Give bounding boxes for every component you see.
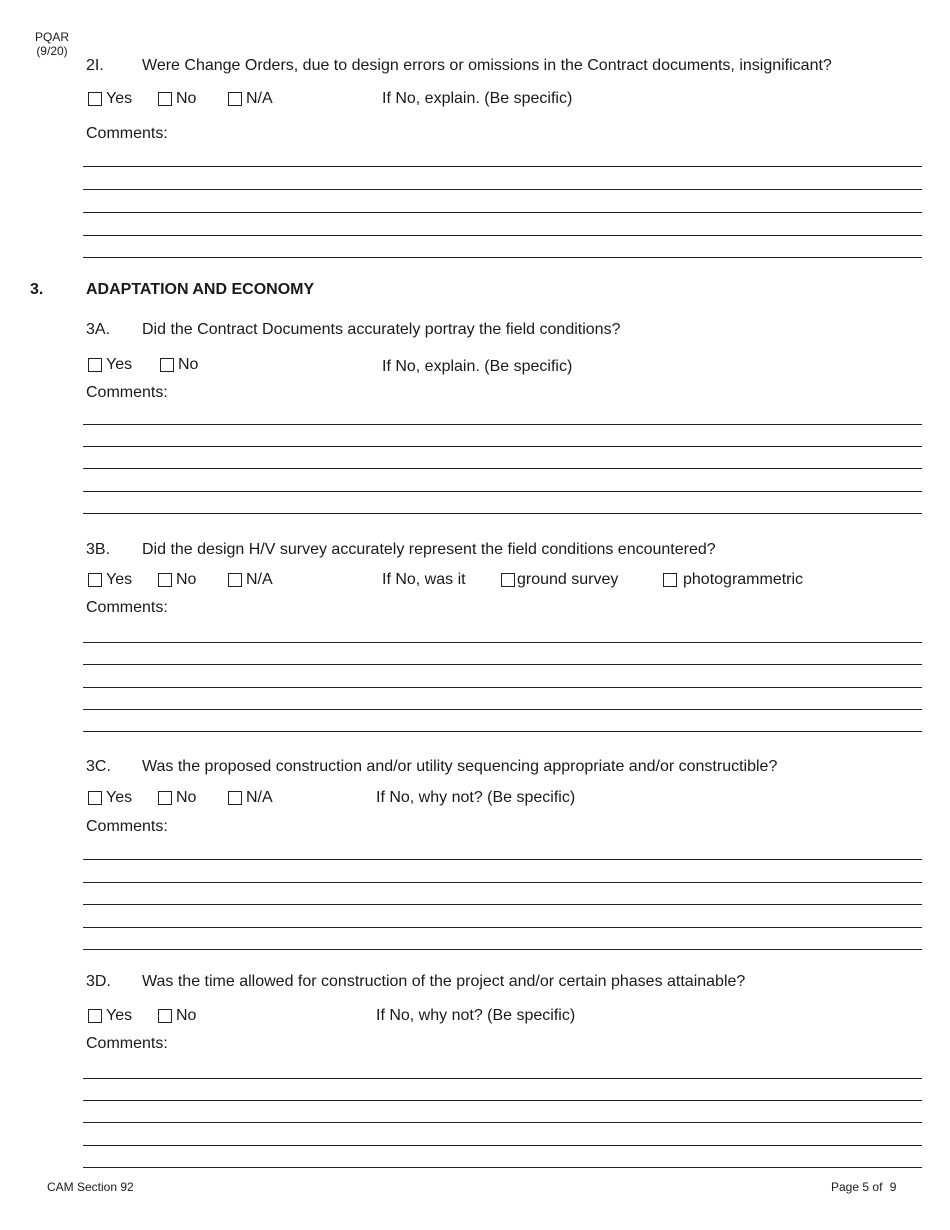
q3b-photogrammetric-option[interactable] — [663, 571, 803, 589]
q2i-comment-line-5[interactable] — [83, 257, 922, 258]
question-number: 3A. — [86, 321, 111, 338]
q2i-comment-line-3[interactable] — [83, 212, 922, 213]
form-date-label: (9/20) — [36, 44, 68, 58]
q3a-comment-line-4[interactable] — [83, 491, 922, 492]
form-code — [30, 30, 74, 58]
q3b-comment-line-1[interactable] — [83, 642, 922, 643]
q3d-no-option[interactable] — [158, 1007, 196, 1025]
question-text: Was the proposed construction and/or utility sequencing appropriate and/or constructible? — [142, 758, 778, 775]
q2i-comment-line-4[interactable] — [83, 235, 922, 236]
option-label: photogrammetric — [683, 571, 804, 588]
q3b-yes-option[interactable] — [88, 571, 132, 589]
q3d-comments-label: Comments: — [86, 1035, 168, 1052]
q3a-yes-option[interactable] — [88, 356, 132, 374]
q3b-comments-label: Comments: — [86, 599, 168, 616]
option-label: Yes — [106, 789, 133, 806]
question-number: 3D. — [86, 973, 111, 990]
q3a-comment-line-3[interactable] — [83, 468, 922, 469]
section-number: 3. — [30, 281, 44, 298]
q3a-no-option[interactable] — [160, 356, 198, 374]
q3b-na-option[interactable] — [228, 571, 273, 589]
q3a-yes-checkbox[interactable] — [88, 358, 102, 372]
question-number: 3C. — [86, 758, 111, 775]
footer-page-indicator — [831, 1180, 896, 1194]
q3d-comment-line-4[interactable] — [83, 1145, 922, 1146]
q3c-comment-line-1[interactable] — [83, 859, 922, 860]
q2i-yes-option[interactable] — [88, 90, 132, 108]
question-text: Were Change Orders, due to design errors or omissions in the Contract documents, insignificant? — [142, 57, 832, 74]
option-label: N/A — [246, 789, 273, 806]
q3a-followup: If No, explain. (Be specific) — [382, 358, 573, 375]
q2i-yes-checkbox[interactable] — [88, 92, 102, 106]
q3a-comments-label: Comments: — [86, 384, 168, 401]
q3c-comment-line-3[interactable] — [83, 904, 922, 905]
option-label: Yes — [106, 571, 133, 588]
q3b-comment-line-3[interactable] — [83, 687, 922, 688]
option-label: N/A — [246, 90, 273, 107]
question-number: 3B. — [86, 541, 111, 558]
q2i-no-checkbox[interactable] — [158, 92, 172, 106]
q3b-yes-checkbox[interactable] — [88, 573, 102, 587]
page-label: Page — [831, 1180, 860, 1194]
option-label: No — [176, 571, 197, 588]
q3c-no-option[interactable] — [158, 789, 196, 807]
q2i-na-option[interactable] — [228, 90, 273, 108]
option-label: Yes — [106, 356, 133, 373]
question-3a — [86, 321, 620, 339]
footer-section: CAM Section 92 — [47, 1180, 134, 1194]
q3b-ground-survey-checkbox[interactable] — [501, 573, 515, 587]
q3a-comment-line-1[interactable] — [83, 424, 922, 425]
option-label: No — [176, 789, 197, 806]
q3c-na-option[interactable] — [228, 789, 273, 807]
q3c-na-checkbox[interactable] — [228, 791, 242, 805]
q3a-comment-line-2[interactable] — [83, 446, 922, 447]
page-number: 5 — [862, 1180, 870, 1194]
q3c-yes-checkbox[interactable] — [88, 791, 102, 805]
option-label: Yes — [106, 1007, 133, 1024]
q3d-no-checkbox[interactable] — [158, 1009, 172, 1023]
page-total: 9 — [889, 1180, 897, 1194]
option-label: Yes — [106, 90, 133, 107]
q3b-no-checkbox[interactable] — [158, 573, 172, 587]
option-label: ground survey — [517, 571, 619, 588]
q2i-na-checkbox[interactable] — [228, 92, 242, 106]
question-3b — [86, 541, 716, 559]
q3c-comment-line-2[interactable] — [83, 882, 922, 883]
q3b-comment-line-4[interactable] — [83, 709, 922, 710]
q3d-comment-line-3[interactable] — [83, 1122, 922, 1123]
question-3c — [86, 758, 777, 776]
q3d-comment-line-5[interactable] — [83, 1167, 922, 1168]
q3c-followup: If No, why not? (Be specific) — [376, 789, 576, 806]
q3b-followup: If No, was it — [382, 571, 466, 588]
question-text: Was the time allowed for construction of the project and/or certain phases attainable? — [142, 973, 746, 990]
q3b-no-option[interactable] — [158, 571, 196, 589]
q3b-ground-survey-option[interactable] — [501, 571, 618, 589]
q2i-followup: If No, explain. (Be specific) — [382, 90, 573, 107]
question-text: Did the Contract Documents accurately portray the field conditions? — [142, 321, 621, 338]
q2i-comment-line-2[interactable] — [83, 189, 922, 190]
q3c-comments-label: Comments: — [86, 818, 168, 835]
section-title: ADAPTATION AND ECONOMY — [86, 281, 315, 298]
q3d-followup: If No, why not? (Be specific) — [376, 1007, 576, 1024]
option-label: No — [176, 1007, 197, 1024]
of-label: of — [872, 1180, 883, 1194]
q3c-comment-line-4[interactable] — [83, 927, 922, 928]
q3b-comment-line-5[interactable] — [83, 731, 922, 732]
option-label: No — [176, 90, 197, 107]
q3b-photogrammetric-checkbox[interactable] — [663, 573, 677, 587]
question-text: Did the design H/V survey accurately represent the field conditions encountered? — [142, 541, 716, 558]
q3b-na-checkbox[interactable] — [228, 573, 242, 587]
question-3d — [86, 973, 745, 991]
option-label: N/A — [246, 571, 273, 588]
q3c-no-checkbox[interactable] — [158, 791, 172, 805]
q3d-yes-option[interactable] — [88, 1007, 132, 1025]
form-code-label: PQAR — [34, 30, 69, 44]
q2i-comment-line-1[interactable] — [83, 166, 922, 167]
q3b-comment-line-2[interactable] — [83, 664, 922, 665]
option-label: No — [178, 356, 199, 373]
q3c-yes-option[interactable] — [88, 789, 132, 807]
q3d-comment-line-1[interactable] — [83, 1078, 922, 1079]
q2i-no-option[interactable] — [158, 90, 196, 108]
q2i-comments-label: Comments: — [86, 125, 168, 142]
q3a-comment-line-5[interactable] — [83, 513, 922, 514]
q3c-comment-line-5[interactable] — [83, 949, 922, 950]
question-number: 2I. — [86, 57, 104, 74]
question-2i — [86, 57, 832, 75]
q3a-no-checkbox[interactable] — [160, 358, 174, 372]
q3d-comment-line-2[interactable] — [83, 1100, 922, 1101]
q3d-yes-checkbox[interactable] — [88, 1009, 102, 1023]
